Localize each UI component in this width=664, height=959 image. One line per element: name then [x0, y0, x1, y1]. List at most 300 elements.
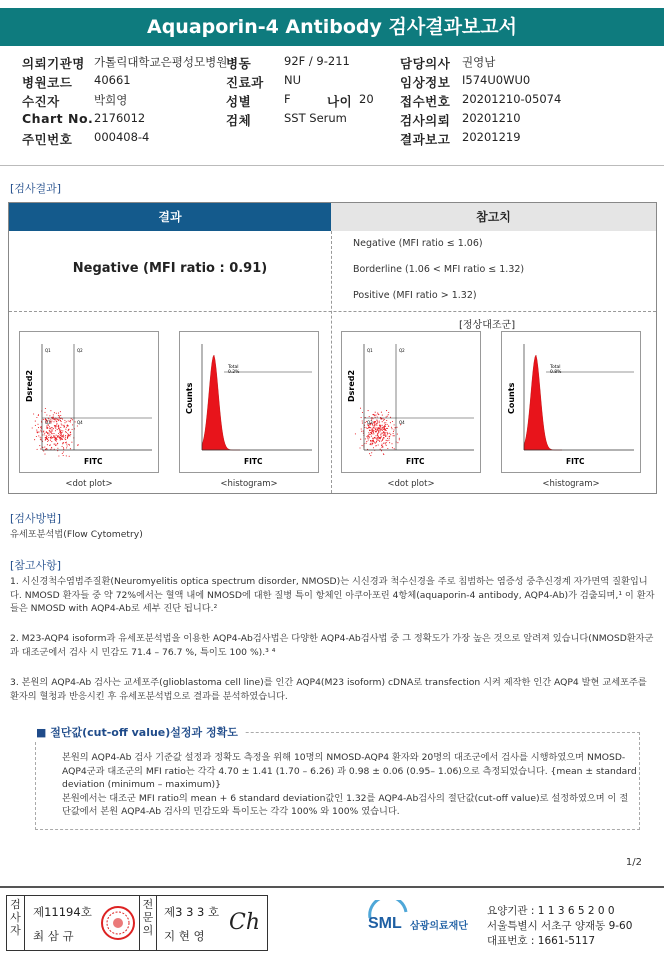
scatter-dot — [380, 434, 381, 435]
rrn-value: 000408-4 — [94, 130, 150, 144]
scatter-dot — [373, 432, 374, 433]
scatter-dot — [389, 433, 390, 434]
scatter-dot — [45, 437, 46, 438]
scatter-dot — [66, 455, 67, 456]
scatter-dot — [387, 434, 388, 435]
doctor-label: 담당의사 — [400, 56, 451, 71]
scatter-dot — [387, 448, 388, 449]
scatter-dot — [52, 427, 53, 428]
scatter-dot — [38, 427, 39, 428]
scatter-dot — [58, 427, 59, 428]
scatter-dot — [386, 420, 387, 421]
scatter-dot — [51, 422, 52, 423]
scatter-dot — [382, 415, 383, 416]
scatter-dot — [368, 410, 369, 411]
scatter-dot — [376, 440, 377, 441]
scatter-dot — [379, 422, 380, 423]
scatter-dot — [66, 421, 67, 422]
scatter-dot — [371, 441, 372, 442]
scatter-dot — [375, 412, 376, 413]
q3-label: Q3 — [45, 420, 51, 425]
scatter-dot — [393, 431, 394, 432]
scatter-dot — [381, 444, 382, 445]
scatter-dot — [381, 433, 382, 434]
scatter-dot — [377, 412, 378, 413]
hist-xlabel: FITC — [244, 457, 263, 466]
scatter-dot — [37, 424, 38, 425]
scatter-dot — [37, 432, 38, 433]
scatter-dot — [373, 440, 374, 441]
scatter-dot — [385, 422, 386, 423]
scatter-dot — [40, 448, 41, 449]
patient-hist-caption: <histogram> — [220, 479, 278, 489]
note-3: 3. 본원의 AQP4-Ab 검사는 교세포주(glioblastoma cell line)를 인간 AQP4(M23 isoform) cDNA로 transfection 시켜 제작한 인간 AQP4 발현 교세포주를 환자의 혈청과 반응시킨 후 유세포분석법으로 결과를 분석하였습니다. — [10, 677, 647, 702]
scatter-dot — [60, 437, 61, 438]
scatter-dot — [65, 435, 66, 436]
care-institution-number: 요양기관 : 1 1 3 6 5 2 0 0 — [487, 905, 615, 917]
scatter-dot — [56, 423, 57, 424]
scatter-dot — [386, 430, 387, 431]
note-1: 1. 시신경척수염범주질환(Neuromyelitis optica spectrum disorder, NMOSD)는 시신경과 척수신경을 주로 침범하는 염증성 중추신경계 자가면역 질환입니다. NMOSD 환자들 중 약 72%에서는 혈액 내에 NMOSD에 대한 질병 특이 항체인 아쿠아포린 4항체(aquaporin-4 antibody, AQP4-Ab)가 검출되며,¹ 이 환자들은 NMOSD with AQP4-Ab로 세부 진단 됩니다.² — [10, 576, 655, 614]
scatter-dot — [370, 434, 371, 435]
scatter-dot — [58, 455, 59, 456]
scatter-dot — [38, 414, 39, 415]
scatter-dot — [58, 420, 59, 421]
scatter-dot — [50, 410, 51, 411]
scatter-dot — [51, 433, 52, 434]
scatter-dot — [49, 428, 50, 429]
scatter-dot — [51, 420, 52, 421]
sml-logo-text: SML — [368, 915, 402, 932]
scatter-dot — [384, 426, 385, 427]
scatter-dot — [37, 449, 38, 450]
footer-divider — [0, 886, 664, 888]
scatter-dot — [373, 430, 374, 431]
scatter-dot — [41, 431, 42, 432]
scatter-dot — [56, 435, 57, 436]
scatter-dot — [386, 428, 387, 429]
scatter-dot — [34, 439, 35, 440]
hist-xlabel: FITC — [566, 457, 585, 466]
scatter-dot — [382, 428, 383, 429]
scatter-dot — [385, 424, 386, 425]
inspector-label — [7, 896, 25, 950]
scatter-dot — [373, 441, 374, 442]
scatter-dot — [383, 432, 384, 433]
scatter-dot — [36, 436, 37, 437]
scatter-dot — [47, 433, 48, 434]
scatter-dot — [370, 427, 371, 428]
patient-dot-plot — [19, 331, 159, 473]
scatter-dot — [364, 427, 365, 428]
scatter-dot — [374, 423, 375, 424]
scatter-dot — [382, 421, 383, 422]
control-dot-svg — [342, 332, 480, 472]
scatter-dot — [41, 439, 42, 440]
scatter-dot — [360, 439, 361, 440]
control-group-label: [정상대조군] — [459, 320, 516, 331]
scatter-dot — [387, 428, 388, 429]
scatter-dot — [374, 415, 375, 416]
scatter-dot — [51, 418, 52, 419]
scatter-dot — [44, 434, 45, 435]
receipt-value: 20201210-05074 — [462, 92, 562, 106]
scatter-dot — [389, 436, 390, 437]
scatter-dot — [372, 414, 373, 415]
scatter-dot — [386, 442, 387, 443]
scatter-dot — [32, 427, 33, 428]
cutoff-title: ■ 절단값(cut-off value)설정과 정확도 — [30, 724, 244, 740]
scatter-dot — [384, 429, 385, 430]
control-hist-caption: <histogram> — [542, 479, 600, 489]
scatter-dot — [389, 442, 390, 443]
scatter-dot — [63, 425, 64, 426]
scatter-dot — [43, 431, 44, 432]
scatter-dot — [69, 445, 70, 446]
scatter-dot — [360, 408, 361, 409]
scatter-dot — [52, 430, 53, 431]
scatter-dot — [392, 421, 393, 422]
scatter-dot — [385, 429, 386, 430]
scatter-dot — [365, 438, 366, 439]
scatter-dot — [46, 449, 47, 450]
scatter-dot — [394, 427, 395, 428]
total-value: 0.2% — [228, 370, 240, 375]
scatter-dot — [72, 419, 73, 420]
scatter-dot — [376, 419, 377, 420]
dot-ylabel: Dsred2 — [25, 369, 34, 402]
scatter-dot — [387, 438, 388, 439]
scatter-dot — [370, 440, 371, 441]
scatter-dot — [376, 445, 377, 446]
scatter-dot — [386, 410, 387, 411]
specialist-label — [139, 896, 157, 950]
scatter-dot — [382, 447, 383, 448]
scatter-dot — [58, 433, 59, 434]
report-title: Aquaporin-4 Antibody 검사결과보고서 — [0, 8, 664, 46]
scatter-dot — [362, 412, 363, 413]
scatter-dot — [52, 437, 53, 438]
scatter-dot — [56, 413, 57, 414]
scatter-dot — [47, 441, 48, 442]
scatter-dot — [44, 412, 45, 413]
scatter-dot — [382, 438, 383, 439]
ward-label: 병동 — [226, 56, 252, 71]
scatter-dot — [388, 414, 389, 415]
scatter-dot — [46, 425, 47, 426]
scatter-dot — [376, 431, 377, 432]
dept-label: 진료과 — [226, 75, 264, 90]
scatter-dot — [61, 439, 62, 440]
age-label: 나이 — [327, 94, 353, 109]
scatter-dot — [382, 427, 383, 428]
dot-xlabel: FITC — [406, 457, 425, 466]
scatter-dot — [388, 412, 389, 413]
scatter-dot — [369, 430, 370, 431]
scatter-dot — [68, 429, 69, 430]
scatter-dot — [33, 413, 34, 414]
scatter-dot — [370, 430, 371, 431]
scatter-dot — [382, 446, 383, 447]
scatter-dot — [64, 422, 65, 423]
scatter-dot — [68, 430, 69, 431]
scatter-dot — [377, 430, 378, 431]
scatter-dot — [54, 444, 55, 445]
scatter-dot — [41, 426, 42, 427]
scatter-dot — [374, 422, 375, 423]
scatter-dot — [373, 421, 374, 422]
scatter-dot — [399, 438, 400, 439]
scatter-dot — [49, 426, 50, 427]
scatter-dot — [61, 421, 62, 422]
reference-borderline: Borderline (1.06 < MFI ratio ≤ 1.32) — [353, 264, 525, 275]
dot-cloud — [355, 408, 401, 457]
dot-xlabel: FITC — [84, 457, 103, 466]
scatter-dot — [77, 425, 78, 426]
scatter-dot — [36, 417, 37, 418]
scatter-dot — [44, 447, 45, 448]
scatter-dot — [373, 427, 374, 428]
q1-label: Q1 — [367, 348, 373, 353]
scatter-dot — [56, 421, 57, 422]
scatter-dot — [36, 430, 37, 431]
scatter-dot — [397, 434, 398, 435]
scatter-dot — [390, 422, 391, 423]
scatter-dot — [57, 436, 58, 437]
scatter-dot — [378, 414, 379, 415]
total-value: 0.8% — [550, 370, 562, 375]
scatter-dot — [77, 445, 78, 446]
scatter-dot — [55, 437, 56, 438]
scatter-dot — [71, 418, 72, 419]
results-box — [8, 202, 657, 494]
q4-label: Q4 — [77, 420, 83, 425]
scatter-dot — [65, 442, 66, 443]
scatter-dot — [384, 433, 385, 434]
scatter-dot — [66, 444, 67, 445]
scatter-dot — [373, 433, 374, 434]
scatter-dot — [61, 423, 62, 424]
scatter-dot — [67, 437, 68, 438]
scatter-dot — [369, 437, 370, 438]
control-hist-svg — [502, 332, 640, 472]
scatter-dot — [62, 430, 63, 431]
scatter-dot — [44, 433, 45, 434]
scatter-dot — [51, 441, 52, 442]
scatter-dot — [75, 421, 76, 422]
scatter-dot — [366, 427, 367, 428]
scatter-dot — [39, 445, 40, 446]
scatter-dot — [385, 426, 386, 427]
report-label: 결과보고 — [400, 132, 451, 147]
cutoff-text-1: 본원의 AQP4-Ab 검사 기준값 설정과 정확도 측정을 위해 10명의 NMOSD-AQP4 환자와 20명의 대조군에서 검사를 시행하였으며 NMOSD-AQP4군과 대조군의 MFI ratio는 각각 4.70 ± 1.41 (1.70 – 6.26) 과 0.98 ± 0.06 (0.95– 1.06)으로 측정되었습니다. {mean ± standard deviation (minimum – maximum)} — [62, 752, 637, 790]
scatter-dot — [42, 447, 43, 448]
scatter-dot — [43, 419, 44, 420]
q1-label: Q1 — [45, 348, 51, 353]
specialist-label-text: 전문의 — [142, 898, 154, 937]
scatter-dot — [57, 443, 58, 444]
scatter-dot — [68, 420, 69, 421]
scatter-dot — [379, 424, 380, 425]
scatter-dot — [391, 428, 392, 429]
scatter-dot — [381, 441, 382, 442]
scatter-dot — [386, 417, 387, 418]
scatter-dot — [50, 440, 51, 441]
scatter-dot — [56, 439, 57, 440]
scatter-dot — [381, 419, 382, 420]
scatter-dot — [62, 439, 63, 440]
scatter-dot — [368, 439, 369, 440]
scatter-dot — [65, 437, 66, 438]
specimen-label: 검체 — [226, 113, 252, 128]
note-2: 2. M23-AQP4 isoform과 유세포분석법을 이용한 AQP4-Ab검사법은 다양한 AQP4-Ab검사법 중 그 정확도가 가장 높은 것으로 알려져 있습니다(NMOSD환자군과 대조군에서 검사 시 민감도 71.4 – 76.7 %, 특이도 100 %).³ ⁴ — [10, 633, 654, 658]
scatter-dot — [55, 445, 56, 446]
scatter-dot — [377, 421, 378, 422]
scatter-dot — [392, 447, 393, 448]
scatter-dot — [383, 454, 384, 455]
scatter-dot — [61, 425, 62, 426]
scatter-dot — [71, 442, 72, 443]
scatter-dot — [379, 427, 380, 428]
total-label: Total — [228, 365, 239, 370]
scatter-dot — [49, 445, 50, 446]
scatter-dot — [362, 420, 363, 421]
scatter-dot — [377, 439, 378, 440]
scatter-dot — [370, 444, 371, 445]
reference-negative: Negative (MFI ratio ≤ 1.06) — [353, 238, 483, 249]
scatter-dot — [370, 432, 371, 433]
dot-ylabel: Dsred2 — [347, 369, 356, 402]
scatter-dot — [47, 427, 48, 428]
scatter-dot — [63, 451, 64, 452]
scatter-dot — [55, 444, 56, 445]
scatter-dot — [59, 419, 60, 420]
results-section-title: [검사결과] — [10, 182, 62, 195]
scatter-dot — [379, 437, 380, 438]
q2-label: Q2 — [77, 348, 83, 353]
scatter-dot — [371, 429, 372, 430]
clinical-label: 임상정보 — [400, 75, 451, 90]
scatter-dot — [46, 427, 47, 428]
hist-ylabel: Counts — [185, 382, 194, 414]
scatter-dot — [362, 423, 363, 424]
scatter-dot — [382, 433, 383, 434]
scatter-dot — [384, 428, 385, 429]
method-text: 유세포분석법(Flow Cytometry) — [10, 529, 143, 540]
scatter-dot — [50, 437, 51, 438]
scatter-dot — [380, 449, 381, 450]
scatter-dot — [62, 419, 63, 420]
scatter-dot — [62, 453, 63, 454]
patient-label: 수진자 — [22, 94, 60, 109]
scatter-dot — [67, 433, 68, 434]
request-label: 검사의뢰 — [400, 113, 451, 128]
scatter-dot — [381, 450, 382, 451]
scatter-dot — [361, 431, 362, 432]
scatter-dot — [61, 432, 62, 433]
request-value: 20201210 — [462, 111, 521, 125]
scatter-dot — [372, 431, 373, 432]
scatter-dot — [393, 433, 394, 434]
scatter-dot — [51, 447, 52, 448]
scatter-dot — [63, 436, 64, 437]
scatter-dot — [382, 425, 383, 426]
scatter-dot — [371, 452, 372, 453]
scatter-dot — [66, 427, 67, 428]
chart-label: Chart No. — [22, 111, 94, 126]
clinical-value: I574U0WU0 — [462, 73, 531, 87]
scatter-dot — [60, 411, 61, 412]
specimen-value: SST Serum — [284, 111, 347, 125]
signature-box — [6, 895, 268, 951]
scatter-dot — [38, 431, 39, 432]
scatter-dot — [376, 438, 377, 439]
scatter-dot — [378, 444, 379, 445]
scatter-dot — [43, 450, 44, 451]
scatter-dot — [62, 443, 63, 444]
q3-label: Q3 — [367, 420, 373, 425]
scatter-dot — [57, 429, 58, 430]
scatter-dot — [56, 437, 57, 438]
scatter-dot — [377, 435, 378, 436]
scatter-dot — [387, 424, 388, 425]
scatter-dot — [60, 427, 61, 428]
scatter-dot — [56, 418, 57, 419]
inspector-seal-icon — [99, 902, 137, 944]
scatter-dot — [380, 438, 381, 439]
scatter-dot — [381, 429, 382, 430]
scatter-dot — [382, 430, 383, 431]
scatter-dot — [48, 433, 49, 434]
scatter-dot — [70, 421, 71, 422]
sml-logo-icon — [366, 900, 410, 936]
method-section-title: [검사방법] — [10, 512, 62, 525]
scatter-dot — [388, 426, 389, 427]
scatter-dot — [380, 418, 381, 419]
scatter-dot — [53, 414, 54, 415]
scatter-dot — [54, 426, 55, 427]
scatter-dot — [386, 445, 387, 446]
scatter-dot — [379, 430, 380, 431]
lab-name: 삼광의료재단 — [410, 921, 468, 932]
scatter-dot — [70, 448, 71, 449]
scatter-dot — [369, 453, 370, 454]
scatter-dot — [376, 427, 377, 428]
scatter-dot — [35, 421, 36, 422]
scatter-dot — [381, 447, 382, 448]
scatter-dot — [383, 434, 384, 435]
scatter-dot — [47, 444, 48, 445]
scatter-dot — [67, 426, 68, 427]
scatter-dot — [375, 443, 376, 444]
scatter-dot — [387, 432, 388, 433]
scatter-dot — [60, 420, 61, 421]
scatter-dot — [387, 416, 388, 417]
scatter-dot — [381, 412, 382, 413]
scatter-dot — [375, 435, 376, 436]
scatter-dot — [51, 427, 52, 428]
result-header: 결과 — [9, 203, 331, 231]
scatter-dot — [367, 437, 368, 438]
scatter-dot — [399, 439, 400, 440]
scatter-dot — [40, 437, 41, 438]
scatter-dot — [387, 440, 388, 441]
scatter-dot — [371, 440, 372, 441]
scatter-dot — [390, 434, 391, 435]
scatter-dot — [70, 420, 71, 421]
scatter-dot — [60, 415, 61, 416]
scatter-dot — [378, 427, 379, 428]
